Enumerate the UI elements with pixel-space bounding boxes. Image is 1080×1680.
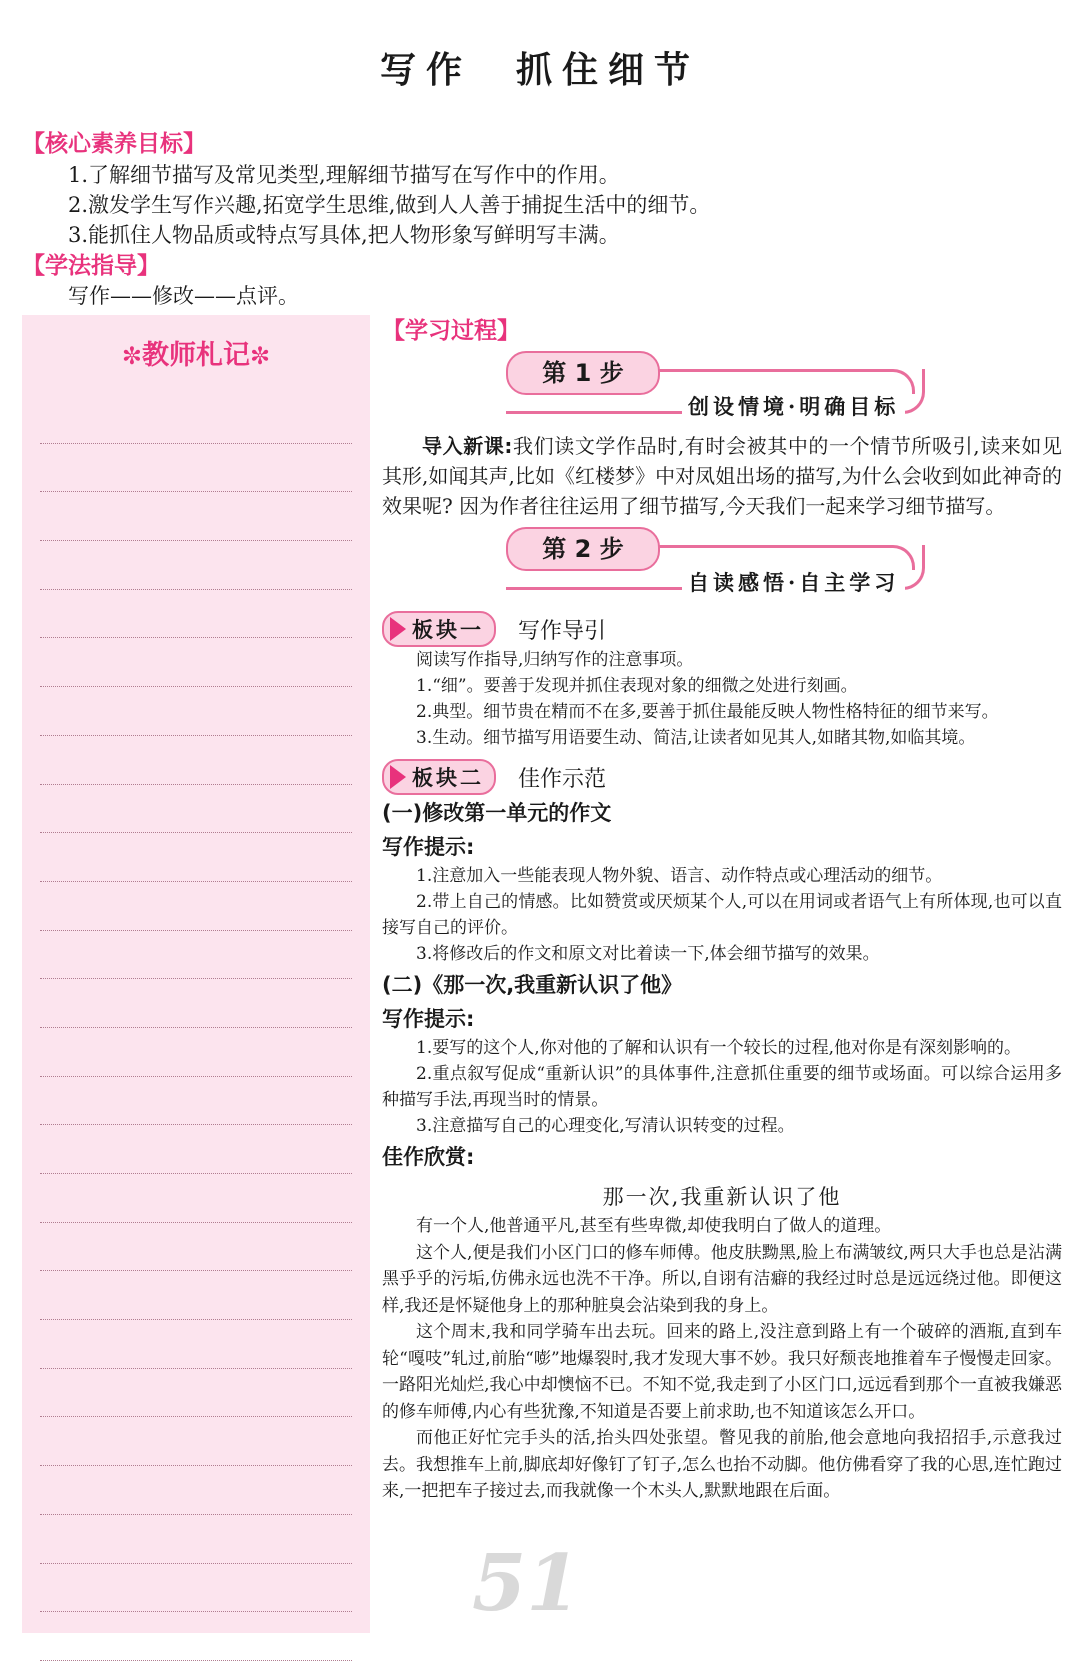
module-1-header <box>382 611 1062 647</box>
module-1-paragraph: 2.典型。细节贵在精而不在多,要善于抓住最能反映人物性格特征的细节来写。 <box>416 702 999 722</box>
note-line <box>40 1612 352 1661</box>
note-line <box>40 1223 352 1272</box>
tip-paragraph: 2.带上自己的情感。比如赞赏或厌烦某个人,可以在用词或者语气上有所体现,也可以直接写自己的评价。 <box>382 892 1062 938</box>
title-part-a: 写作 <box>379 50 472 91</box>
module-2-header <box>382 759 1062 795</box>
module-1-name: 写作导引 <box>518 618 607 644</box>
note-line <box>40 1320 352 1369</box>
tip-paragraph: 1.要写的这个人,你对他的了解和认识有一个较长的过程,他对你是有深刻影响的。 <box>416 1038 1022 1058</box>
tip-paragraph: 1.注意加入一些能表现人物外貌、语言、动作特点或心理活动的细节。 <box>416 866 943 886</box>
note-line <box>40 395 352 444</box>
flower-icon: ✼ <box>121 342 142 370</box>
page-title <box>0 42 1080 93</box>
intro-paragraph <box>382 431 1062 521</box>
page-number: 51 <box>472 1538 581 1629</box>
note-line <box>40 1515 352 1564</box>
goal-item: 3.能抓住人物品质或特点写具体,把人物形象写鲜明写丰满。 <box>68 223 620 247</box>
note-line <box>40 1125 352 1174</box>
note-line <box>40 541 352 590</box>
note-line <box>40 1271 352 1320</box>
play-arrow-icon <box>390 617 406 641</box>
teacher-notes-panel <box>22 315 370 1633</box>
essay-title: 那一次,我重新认识了他 <box>602 1185 842 1209</box>
module-1-tag: 板块一 <box>382 611 496 647</box>
method-heading: 【学法指导】 <box>22 253 160 279</box>
essay-paragraph: 而他正好忙完手头的活,抬头四处张望。瞥见我的前胎,他会意地向我招招手,示意我过去。我想推车上前,脚底却好像钉了钉子,怎么也抬不动脚。他仿佛看穿了我的心思,连忙跑过来,一把把车子接过去,而我就像一个木头人,默默地跟在后面。 <box>382 1428 1062 1501</box>
note-line <box>40 1564 352 1613</box>
goals-list <box>68 160 710 250</box>
note-line <box>40 1028 352 1077</box>
method-text: 写作——修改——点评。 <box>68 284 299 308</box>
module-1-paragraph: 1.“细”。要善于发现并抓住表现对象的细微之处进行刻画。 <box>416 676 858 696</box>
note-line <box>40 833 352 882</box>
module-2-tag: 板块二 <box>382 759 496 795</box>
step-2-banner <box>382 527 1062 603</box>
goal-item: 1.了解细节描写及常见类型,理解细节描写在写作中的作用。 <box>68 163 620 187</box>
note-line <box>40 979 352 1028</box>
writing-tips-label: 写作提示: <box>382 1007 475 1031</box>
step-2-caption: 自读感悟·自主学习 <box>682 567 905 597</box>
subsection-1-title: (一)修改第一单元的作文 <box>382 801 612 825</box>
note-line <box>40 882 352 931</box>
tip-paragraph: 2.重点叙写促成“重新认识”的具体事件,注意抓住重要的细节或场面。可以综合运用多种描写手法,再现当时的情景。 <box>382 1064 1062 1110</box>
note-line <box>40 1369 352 1418</box>
note-line <box>40 1417 352 1466</box>
note-line <box>40 1174 352 1223</box>
writing-tips-label: 写作提示: <box>382 835 475 859</box>
note-line <box>40 687 352 736</box>
module-1-paragraph: 3.生动。细节描写用语要生动、简洁,让读者如见其人,如睹其物,如临其境。 <box>416 728 976 748</box>
title-part-b: 抓住细节 <box>516 50 701 91</box>
module-2-name: 佳作示范 <box>518 766 607 792</box>
tip-paragraph: 3.将修改后的作文和原文对比着读一下,体会细节描写的效果。 <box>416 944 880 964</box>
tip-paragraph: 3.注意描写自己的心理变化,写清认识转变的过程。 <box>416 1116 795 1136</box>
essay-paragraph: 这个周末,我和同学骑车出去玩。回来的路上,没注意到路上有一个破碎的酒瓶,直到车轮“嘎吱”轧过,前胎“嘭”地爆裂时,我才发现大事不妙。我只好颓丧地推着车子慢慢走回家。一路阳光灿烂,我心中却懊恼不已。不知不觉,我走到了小区门口,远远看到那个一直被我嫌恶的修车师傅,内心有些犹豫,不知道是否要上前求助,也不知道该怎么开口。 <box>382 1322 1062 1422</box>
note-line <box>40 736 352 785</box>
note-line <box>40 785 352 834</box>
step-2-label: 第 2 步 <box>506 527 660 571</box>
note-line <box>40 1466 352 1515</box>
subsection-2-title: (二)《那一次,我重新认识了他》 <box>382 973 683 997</box>
process-heading: 【学习过程】 <box>382 318 520 344</box>
note-lines <box>40 395 352 1661</box>
flower-icon: ✼ <box>250 342 271 370</box>
play-arrow-icon <box>390 765 406 789</box>
note-line <box>40 492 352 541</box>
step-1-caption: 创设情境·明确目标 <box>682 391 905 421</box>
step-1-label: 第 1 步 <box>506 351 660 395</box>
step-1-banner <box>382 351 1062 427</box>
intro-label: 导入新课: <box>422 434 513 458</box>
learning-process <box>382 312 1062 1505</box>
teacher-notes-title <box>22 333 370 372</box>
note-line <box>40 931 352 980</box>
note-line <box>40 444 352 493</box>
essay-paragraph: 这个人,便是我们小区门口的修车师傅。他皮肤黝黑,脸上布满皱纹,两只大手也总是沾满黑乎乎的污垢,仿佛永远也洗不干净。所以,自诩有洁癖的我经过时总是远远绕过他。即便这样,我还是怀疑他身上的那种脏臭会沾染到我的身上。 <box>382 1242 1062 1316</box>
goals-heading: 【核心素养目标】 <box>22 131 206 157</box>
note-line <box>40 590 352 639</box>
teacher-notes-label: 教师札记 <box>142 340 250 371</box>
intro-text: 我们读文学作品时,有时会被其中的一个情节所吸引,读来如见其形,如闻其声,比如《红楼梦》中对凤姐出场的描写,为什么会收到如此神奇的效果呢? 因为作者往往运用了细节描写,今天我们一起来学习细节描写。 <box>382 434 1063 518</box>
note-line <box>40 1077 352 1126</box>
appreciation-label: 佳作欣赏: <box>382 1145 475 1169</box>
module-1-paragraph: 阅读写作指导,归纳写作的注意事项。 <box>416 650 694 670</box>
essay-paragraph: 有一个人,他普通平凡,甚至有些卑微,却使我明白了做人的道理。 <box>416 1216 892 1236</box>
goal-item: 2.激发学生写作兴趣,拓宽学生思维,做到人人善于捕捉生活中的细节。 <box>68 193 711 217</box>
note-line <box>40 638 352 687</box>
